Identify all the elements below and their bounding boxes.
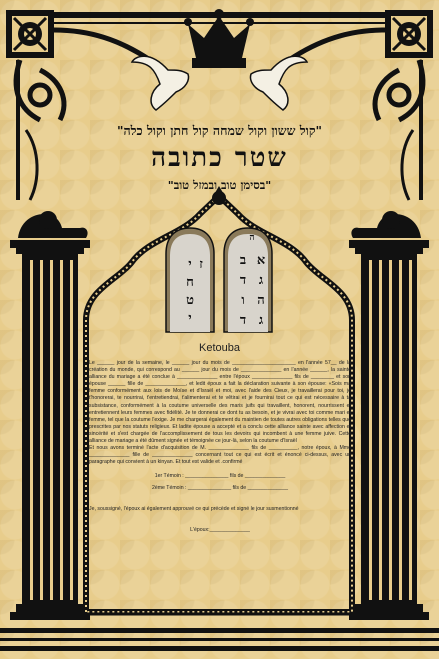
hebrew-blessing: "בסימן טוב ובמזל טוב" (167, 178, 272, 192)
tablet-letter: ז (199, 257, 203, 272)
witness-2-line: 2ème Témoin : _______________ fils de ______________ (151, 484, 289, 491)
tablet-letter: ד (239, 273, 247, 288)
ketouba-title: Ketouba (199, 342, 240, 354)
ketubah-body (89, 360, 351, 534)
tablet-letter: א (256, 253, 266, 268)
corner-ornament-left (6, 10, 54, 58)
tablet-letter: י (188, 311, 192, 326)
tablet-letter: ב (239, 253, 247, 268)
tablet-letter: ח (186, 275, 194, 290)
witness-1-line: 1er Témoin : _______________ fils de ______________ (154, 473, 286, 480)
bottom-border-band (0, 628, 439, 633)
page-title: שטר כתובה (151, 143, 288, 173)
husband-declaration: Je, soussigné, l'époux ai également approuvé ce qui précède et signé le jour susmentionné (89, 505, 299, 512)
tablet-letter: ט (186, 293, 194, 308)
tablet-letter: ו (241, 293, 245, 308)
body-paragraph: Et nous avons terminé l'acte d'acquisition de M. ______________ fils de __________, notre époux, à Mme ______________ fille de ______________ concernant tout ce qui est écrit et énoncé ci-dessus, avec un paragraphe qui convient à un kinyan. Et tout est valide et .confirmé (89, 445, 351, 466)
tablet-letter: ג (258, 313, 264, 328)
corner-ornament-right (385, 10, 433, 58)
body-paragraph: Le ______ jour de la semaine, le ______ jour du mois de ______________________ en l'année 57__ de la création du monde, qui correspond au ______ jour du mois de ______________ en l'année ______, la sainte alliance du mariage a été conclue à ______________ entre l'époux ______________ fils de ________ et son épouse ______ fille de ______________, et ledit époux a fait la déclaration suivante à son épouse: «Sois ma femme conformément aux lois de Moïse et d'Israël et moi, avec l'aide des Cieux, je travaillerai pour toi, je t'honorerai, te nourrirai, t'entretiendrai, t'alimenterai et te vêtirai et je fournirai tout ce qui est nécessaire à ta subsistance, conformément à la coutume universelle des maris juifs qui travaillent, honorent, nourrissent et entretiennent leurs femmes avec fidélité. Je te donnerai ce dont tu as besoin, et je vivrai avec toi comme mari et femme, tel que la coutume l'exige. Je me chargerai également du maintien de toutes autres obligations telles que prescrites par nos statuts religieux. Et ladite épouse a accepté et a conclu cette alliance sainte avec affection et sincérité et s'est chargée de l'accomplissement de tous les devoirs qui incombent à une femme juive. Cette alliance de mariage a été dûment signée et témoignée ce jour-là, selon la coutume d'Israël (89, 360, 351, 445)
tablet-letter: ה (257, 293, 265, 308)
tablet-letter: י (188, 257, 192, 272)
dove-icon-left (132, 56, 189, 110)
lion-icon-left (18, 211, 88, 238)
dove-icon-right (251, 56, 308, 110)
tablet-letter: ה (249, 233, 255, 243)
hebrew-motto: "קול ששון וקול שמחה קול חתן וקול כלה" (116, 123, 323, 138)
lion-icon-right (351, 211, 421, 238)
tablet-letter: ד (239, 313, 247, 328)
tablet-letter: ג (258, 273, 264, 288)
husband-signature-line: L'époux:______________ (190, 526, 250, 533)
